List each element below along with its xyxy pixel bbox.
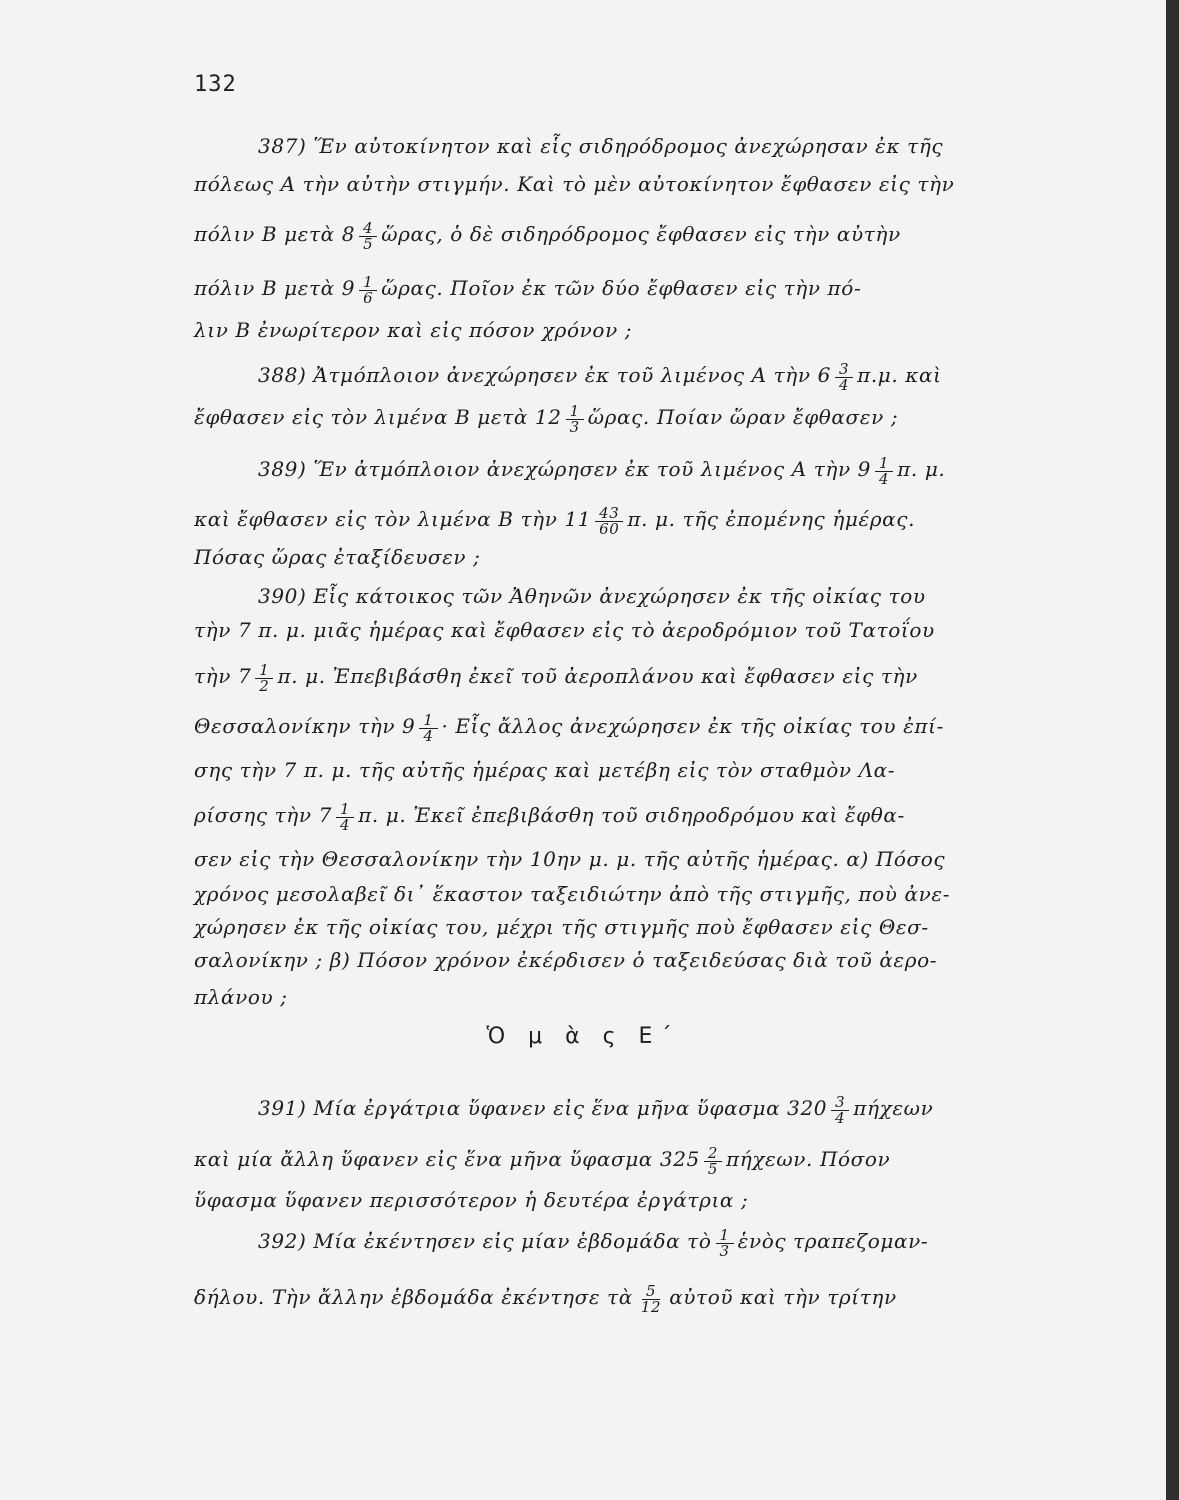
text-line — [194, 542, 480, 572]
line-text: σεν εἰς τὴν Θεσσαλονίκην τὴν 10ην μ. μ. τῆς αὐτῆς ἡμέρας. α) Πόσος — [194, 847, 946, 871]
denominator: 4 — [838, 375, 850, 394]
numerator: 1 — [336, 802, 354, 818]
numerator: 3 — [831, 1095, 849, 1111]
fraction — [716, 1225, 734, 1260]
page-number: 132 — [194, 72, 237, 97]
text-line — [258, 453, 946, 488]
fraction — [831, 1092, 849, 1127]
fraction — [835, 359, 853, 394]
line-text: πόλιν Β μετὰ 9 — [194, 276, 356, 300]
line-text: λιν Β ἐνωρίτερον καὶ εἰς πόσον χρόνον ; — [194, 318, 633, 342]
line-text: τὴν 7 π. μ. μιᾶς ἡμέρας καὶ ἔφθασεν εἰς τὸ ἀεροδρόμιον τοῦ Τατοΐου — [194, 618, 935, 642]
text-line — [194, 615, 935, 645]
text-line — [258, 359, 942, 394]
section-heading: Ὁ μ ὰ ς Ε´ — [486, 1024, 680, 1049]
denominator: 6 — [363, 288, 374, 307]
denominator: 4 — [835, 1108, 846, 1127]
denominator: 3 — [569, 417, 580, 436]
line-text: ὥρας. Ποίαν ὥραν ἔφθασεν ; — [587, 405, 899, 429]
text-line — [194, 799, 905, 834]
denominator: 2 — [259, 676, 270, 695]
denominator: 5 — [363, 234, 374, 253]
line-text: ἔφθασεν εἰς τὸν λιμένα Β μετὰ 12 — [194, 405, 562, 429]
text-line — [258, 581, 926, 611]
fraction — [566, 401, 584, 436]
denominator: 4 — [423, 726, 434, 745]
numerator: 2 — [704, 1146, 722, 1162]
fraction — [255, 660, 273, 695]
text-line — [194, 912, 929, 942]
text-line — [194, 879, 950, 909]
line-text: πόλεως Α τὴν αὐτὴν στιγμήν. Καὶ τὸ μὲν αὐτοκίνητον ἔφθασεν εἰς τὴν — [194, 172, 955, 196]
numerator: 1 — [359, 275, 377, 291]
fraction — [704, 1143, 722, 1178]
numerator: 43 — [595, 506, 623, 522]
numerator: 5 — [642, 1284, 660, 1300]
line-text: π. μ. τῆς ἐπομένης ἡμέρας. — [627, 507, 916, 531]
fraction — [359, 218, 377, 253]
text-line — [194, 945, 937, 975]
line-text: χώρησεν ἐκ τῆς οἰκίας του, μέχρι τῆς στιγμῆς ποὺ ἔφθασεν εἰς Θεσ- — [194, 915, 929, 939]
denominator: 60 — [599, 519, 620, 538]
line-text: ὕφασμα ὕφανεν περισσότερον ἡ δευτέρα ἐργάτρια ; — [194, 1188, 749, 1212]
text-line — [194, 315, 632, 345]
line-text: σαλονίκην ; β) Πόσον χρόνον ἐκέρδισεν ὁ ταξειδεύσας διὰ τοῦ ἀερο- — [194, 948, 938, 972]
text-line — [194, 660, 918, 695]
line-text: π. μ. Ἐπεβιβάσθη ἐκεῖ τοῦ ἀεροπλάνου καὶ ἔφθασεν εἰς τὴν — [277, 664, 918, 688]
numerator: 1 — [255, 663, 273, 679]
text-line — [258, 1225, 929, 1260]
line-text: πήχεων — [853, 1096, 934, 1120]
numerator: 3 — [835, 362, 853, 378]
text-line — [194, 272, 862, 307]
line-text: π. μ. — [897, 457, 946, 481]
text-line — [258, 131, 943, 161]
line-text: δήλου. Τὴν ἄλλην ἑβδομάδα ἐκέντησε τὰ — [194, 1285, 633, 1309]
line-text: Πόσας ὥρας ἐταξίδευσεν ; — [194, 545, 481, 569]
line-text: 391) Μία ἐργάτρια ὕφανεν εἰς ἕνα μῆνα ὕφασμα 320 — [258, 1096, 828, 1120]
denominator: 4 — [339, 815, 351, 834]
denominator: 3 — [719, 1241, 730, 1260]
line-text: πλάνου ; — [194, 985, 288, 1009]
fraction — [359, 272, 377, 307]
text-line — [194, 1185, 748, 1215]
fraction — [595, 503, 623, 538]
numerator: 1 — [716, 1228, 734, 1244]
line-text: π. μ. Ἐκεῖ ἐπεβιβάσθη τοῦ σιδηροδρόμου καὶ ἔφθα- — [358, 803, 905, 827]
line-text: ρίσσης τὴν 7 — [194, 803, 332, 827]
line-text: 388) Ἀτμόπλοιον ἀνεχώρησεν ἐκ τοῦ λιμένος Α τὴν 6 — [258, 363, 831, 387]
numerator: 1 — [419, 713, 437, 729]
text-line — [194, 503, 916, 538]
line-text: 392) Μία ἐκέντησεν εἰς μίαν ἑβδομάδα τὸ — [258, 1229, 712, 1253]
text-line — [194, 169, 954, 199]
line-text: χρόνος μεσολαβεῖ δι᾽ ἕκαστον ταξειδιώτην ἀπὸ τῆς στιγμῆς, ποὺ ἀνε- — [194, 882, 951, 906]
numerator: 4 — [359, 221, 377, 237]
line-text: · Εἷς ἄλλος ἀνεχώρησεν ἐκ τῆς οἰκίας του ἐπί- — [441, 714, 944, 738]
numerator: 1 — [566, 404, 584, 420]
line-text: πήχεων. Πόσον — [726, 1147, 891, 1171]
line-text: π.μ. καὶ — [857, 363, 942, 387]
line-text: 390) Εἷς κάτοικος τῶν Ἀθηνῶν ἀνεχώρησεν ἐκ τῆς οἰκίας του — [258, 584, 926, 608]
line-text: 389) Ἕν ἀτμόπλοιον ἀνεχώρησεν ἐκ τοῦ λιμένος Α τὴν 9 — [258, 457, 871, 481]
text-line — [194, 844, 945, 874]
text-line — [194, 401, 899, 436]
line-text: 387) Ἕν αὐτοκίνητον καὶ εἷς σιδηρόδρομος ἀνεχώρησαν ἐκ τῆς — [258, 134, 944, 158]
denominator: 5 — [707, 1159, 718, 1178]
numerator: 1 — [875, 456, 893, 472]
denominator: 12 — [640, 1297, 662, 1316]
line-text: αὐτοῦ καὶ τὴν τρίτην — [669, 1285, 897, 1309]
line-text: καὶ ἔφθασεν εἰς τὸν λιμένα Β τὴν 11 — [194, 507, 592, 531]
text-line — [258, 1092, 934, 1127]
fraction — [419, 710, 437, 745]
line-text: ὥρας, ὁ δὲ σιδηρόδρομος ἔφθασεν εἰς τὴν αὐτὴν — [381, 222, 901, 246]
denominator: 4 — [879, 469, 890, 488]
text-line — [194, 218, 901, 253]
text-line — [194, 755, 895, 785]
text-line — [194, 710, 944, 745]
text-line — [194, 1143, 891, 1178]
fraction — [637, 1281, 665, 1316]
line-text: καὶ μία ἄλλη ὕφανεν εἰς ἕνα μῆνα ὕφασμα 325 — [194, 1147, 700, 1171]
text-line — [194, 1281, 897, 1316]
text-line — [194, 982, 288, 1012]
line-text: Θεσσαλονίκην τὴν 9 — [194, 714, 416, 738]
page-edge-shadow — [1166, 0, 1179, 1500]
line-text: πόλιν Β μετὰ 8 — [194, 222, 356, 246]
line-text: ἑνὸς τραπεζομαν- — [737, 1229, 929, 1253]
fraction — [336, 799, 354, 834]
line-text: σης τὴν 7 π. μ. τῆς αὐτῆς ἡμέρας καὶ μετέβη εἰς τὸν σταθμὸν Λα- — [194, 758, 896, 782]
line-text: ὥρας. Ποῖον ἐκ τῶν δύο ἔφθασεν εἰς τὴν πό- — [381, 276, 862, 300]
line-text: τὴν 7 — [194, 664, 252, 688]
fraction — [875, 453, 893, 488]
